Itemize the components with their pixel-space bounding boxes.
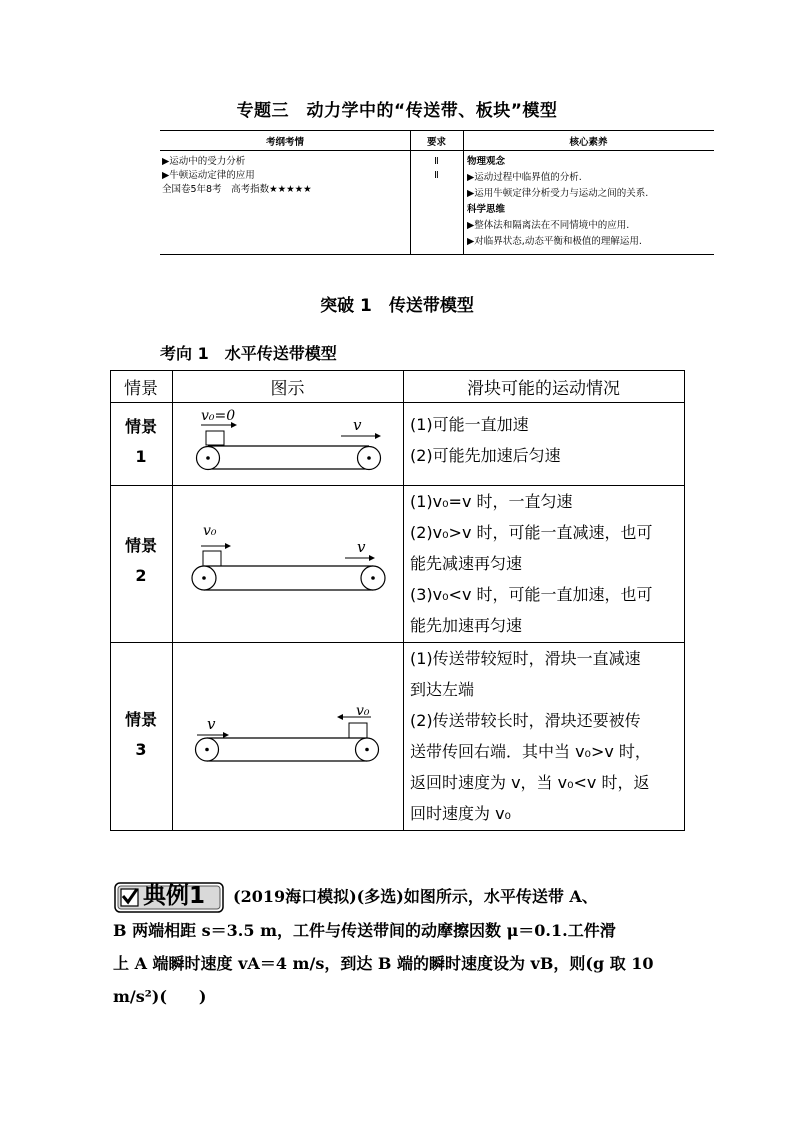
belt-diagram-3 (173, 643, 402, 829)
scene-3-desc: (1)传送带较短时，滑块一直减速 到达左端 (2)传送带较长时，滑块还要被传 送带传回右端．其中当 v₀>v 时， 返回时速度为 v，当 v₀<v 时，返 回时速度为 v₀ (410, 649, 651, 823)
belt-speed-label: v (353, 416, 362, 434)
scene-1-label: 情景 1 (124, 417, 157, 466)
outline-left-item: ▶牛顿运动定律的应用 (162, 170, 255, 181)
example-line: m/s²)( ) (113, 987, 207, 1006)
belt-header-diagram: 图示 (270, 379, 305, 399)
v0-label: v₀=0 (201, 408, 236, 424)
outline-right-item: ▶运用牛顿定律分析受力与运动之间的关系. (467, 188, 649, 199)
outline-req-item: Ⅱ (434, 156, 439, 167)
slider-block (206, 431, 224, 445)
example-problem (113, 880, 683, 1013)
outline-right-item: ▶对临界状态,动态平衡和极值的理解运用. (467, 236, 642, 247)
example-line: (2019海口模拟)(多选)如图所示，水平传送带 A、 (233, 887, 598, 906)
v0-label: v₀ (356, 703, 370, 719)
scene-2-label: 情景 2 (124, 536, 157, 585)
outline-req-item: Ⅱ (434, 170, 439, 181)
slider-block (349, 723, 367, 738)
example-line: B 两端相距 s＝3.5 m，工件与传送带间的动摩擦因数 μ＝0.1.工件滑 (113, 921, 616, 940)
outline-right-item: ▶运动过程中临界值的分析. (467, 172, 582, 183)
outline-right-heading: 物理观念 (467, 156, 506, 167)
outline-right-item: ▶整体法和隔离法在不同情境中的应用. (467, 220, 630, 231)
scene-3-label: 情景 3 (124, 710, 157, 759)
outline-right-heading: 科学思维 (467, 204, 506, 215)
outline-header-exam: 考纲考情 (265, 137, 304, 148)
outline-header-req: 要求 (426, 137, 446, 148)
belt-diagram-2 (173, 486, 402, 641)
belt-header-motion: 滑块可能的运动情况 (467, 379, 620, 399)
v0-label: v₀ (203, 523, 217, 539)
slider-block (203, 551, 221, 566)
belt-header-scene: 情景 (124, 379, 158, 399)
belt-diagram-1 (173, 403, 402, 484)
example-badge: 典例1 (113, 881, 225, 914)
belt-speed-label: v (207, 715, 216, 733)
outline-table (160, 130, 714, 255)
outline-left-item: ▶运动中的受力分析 (162, 156, 246, 167)
belt-speed-label: v (357, 538, 366, 556)
subsection-title: 考向 1 水平传送带模型 (160, 344, 337, 363)
outline-left-item: 全国卷5年8考 高考指数★★★★★ (162, 184, 312, 195)
outline-header-core: 核心素养 (569, 137, 608, 148)
page-title: 专题三 动力学中的“传送带、板块”模型 (236, 101, 558, 121)
section-title: 突破 1 传送带模型 (320, 296, 474, 316)
example-line: 上 A 端瞬时速度 vA＝4 m/s，到达 B 端的瞬时速度设为 vB，则(g 取 10 (113, 954, 654, 973)
scene-2-desc: (1)v₀=v 时，一直匀速 (2)v₀>v 时，可能一直减速，也可 能先减速再匀速 (3)v₀<v 时，可能一直加速，也可 能先加速再匀速 (410, 492, 653, 635)
scene-1-desc: (1)可能一直加速 (2)可能先加速后匀速 (410, 415, 561, 465)
